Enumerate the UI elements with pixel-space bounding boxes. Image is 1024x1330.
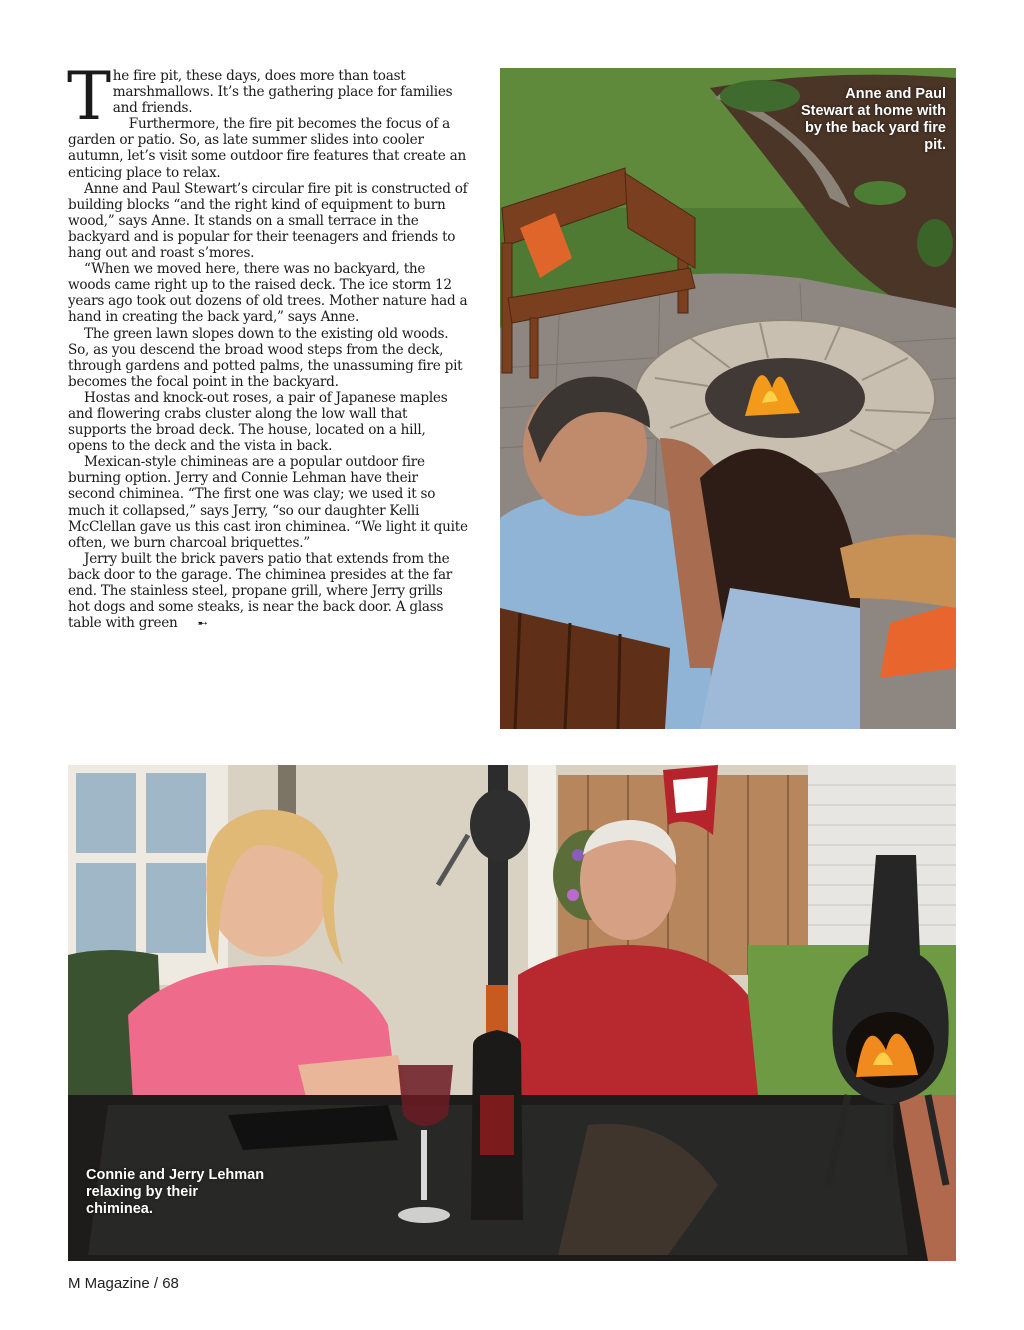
chiminea-photo	[68, 765, 956, 1261]
paragraph-text: Jerry built the brick pavers patio that extends from the back door to the garage. The chiminea presides at the far end. The stainless steel, propane grill, where Jerry grills hot dogs and some steaks, is near the back door. A glass table with green	[68, 550, 453, 632]
article-paragraph-3: Anne and Paul Stewart’s circular fire pit is constructed of building blocks “and the right kind of equipment to burn wood,” says Anne. It stands on a small terrace in the backyard and is popular for their teenagers and friends to hang out and roast s’mores.	[68, 180, 468, 262]
article-paragraph-1	[67, 58, 468, 135]
continue-arrow-icon: ➸	[197, 616, 208, 631]
chiminea-photo-caption: Connie and Jerry Lehman relaxing by their chiminea.	[86, 1167, 265, 1217]
article-paragraph-8	[68, 551, 468, 631]
paragraph-text: he fire pit, these days, does more than toast marshmallows. It’s the gathering place for families and friends.	[112, 68, 453, 117]
page-footer: M Magazine / 68	[68, 1275, 179, 1292]
article-body	[67, 58, 468, 632]
article-paragraph-4: “When we moved here, there was no backyard, the woods came right up to the raised deck. The ice storm 12 years ago took out dozens of old trees. Mother nature had a hand in creating the back yard,” says Anne.	[68, 261, 468, 326]
article-paragraph-7: Mexican-style chimineas are a popular outdoor fire burning option. Jerry and Connie Lehman have their second chiminea. “The first one was clay; we used it so much it collapsed,” says Jerry, “so our daughter Kelli McClellan gave us this cast iron chiminea. “We light it quite often, we burn charcoal briquettes.”	[68, 454, 468, 551]
firepit-photo-caption: Anne and Paul Stewart at home with by the back yard fire pit.	[800, 86, 946, 153]
firepit-photo	[500, 68, 956, 729]
drop-cap: T	[67, 58, 111, 135]
article-paragraph-6: Hostas and knock-out roses, a pair of Japanese maples and flowering crabs cluster along the low wall that supports the broad deck. The house, located on a hill, opens to the deck and the vista in back.	[68, 389, 448, 455]
article-paragraph-2: Furthermore, the fire pit becomes the focus of a garden or patio. So, as late summer slides into cooler autumn, let’s visit some outdoor fire features that create an enticing place to relax.	[68, 116, 466, 181]
article-paragraph-5: The green lawn slopes down to the existing old woods. So, as you descend the broad wood steps from the deck, through gardens and potted palms, the unassuming fire pit becomes the focal point in the backyard.	[68, 325, 463, 390]
firepit-photo-illustration	[500, 68, 956, 729]
